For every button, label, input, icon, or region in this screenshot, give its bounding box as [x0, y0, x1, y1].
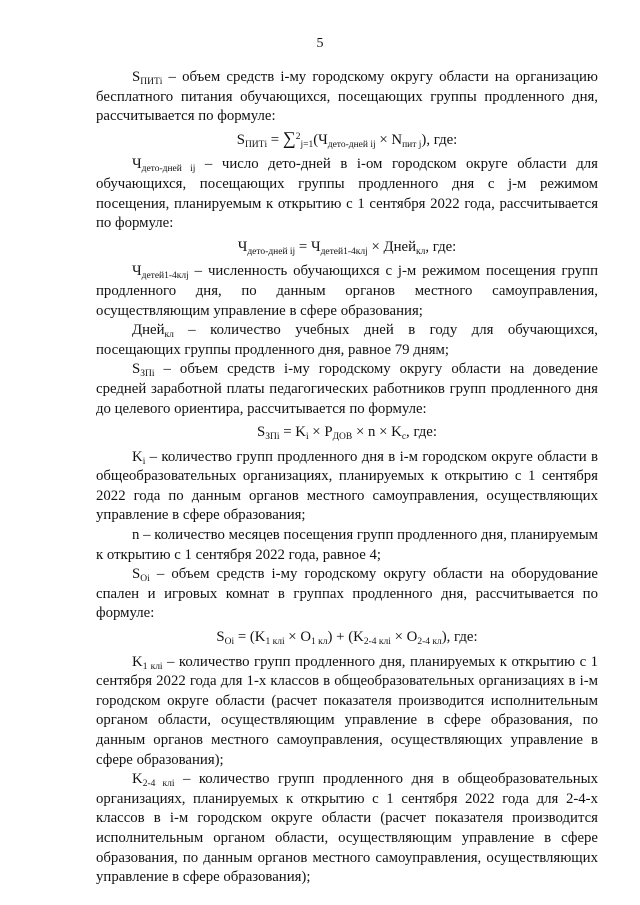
text-run: = Ч	[295, 238, 321, 255]
text-run: S	[236, 131, 245, 148]
subscript: i	[142, 456, 146, 467]
subscript: дето-дней ij	[141, 164, 196, 175]
subscript: дето-дней ij	[247, 246, 296, 257]
text-run: × N	[375, 131, 403, 148]
subscript: Oi	[224, 637, 235, 648]
subscript: j=1	[300, 139, 314, 150]
subscript: 1 клi	[265, 637, 285, 648]
text-run: , где:	[425, 238, 457, 255]
text-run: ) + (K	[327, 629, 364, 646]
subscript: i	[305, 432, 309, 443]
paragraph	[96, 155, 598, 233]
subscript: пит j	[402, 139, 422, 150]
text-run: , где:	[406, 424, 437, 441]
text-run: K	[132, 771, 143, 788]
formula	[96, 423, 598, 443]
paragraph	[96, 360, 598, 419]
subscript: Oi	[140, 574, 150, 585]
subscript: детей1-4клj	[141, 271, 189, 282]
text-run: S	[257, 424, 266, 441]
formula	[96, 127, 598, 151]
text-run: × O	[390, 629, 418, 646]
subscript: ДОВ	[332, 432, 353, 443]
text-run: K	[132, 448, 143, 465]
formula	[96, 238, 598, 258]
subscript: 2-4 клi	[142, 779, 175, 790]
text-run: (Ч	[313, 131, 328, 148]
paragraph	[96, 770, 598, 888]
text-run: Дней	[132, 322, 165, 339]
text-run: – количество групп продленного дня в i-м городском округе области в общеобразовательных организациях, планируемых к открытию с 1 сентября 2022 года по данным органов местного самоуправления, осуществляющих управление в сфере образования;	[96, 448, 598, 524]
subscript: 1 клi	[142, 661, 163, 672]
text-run: = K	[279, 424, 306, 441]
subscript: 1 кл	[311, 637, 328, 648]
paragraph	[96, 526, 598, 565]
page-number: 5	[316, 36, 324, 51]
text-run: ), где:	[441, 629, 478, 646]
text-run: – численность обучающихся с j-м режимом посещения групп продленного дня, по данным органов местного самоуправления, осуществляющим управление в сфере образования;	[96, 263, 598, 319]
paragraph	[96, 448, 598, 526]
text-run: – количество групп продленного дня в общеобразовательных организациях, планируемых к открытию с 1 сентября 2022 года для 2-4-х классов в i-м городском округе области (расчет показателя производится исполнительным органом области, осуществляющим управление в сфере образования, по данным органов местного самоуправления, осуществляющих управление в сфере образования);	[96, 771, 598, 886]
text-run: = (K	[234, 629, 266, 646]
text-run: – объем средств i-му городскому округу области на доведение средней заработной платы педагогических работников групп продленного дня до целевого ориентира, рассчитывается по формуле:	[96, 361, 598, 417]
text-run: Ч	[237, 238, 248, 255]
text-run: – объем средств i-му городскому округу области на организацию бесплатного питания обучающихся, посещающих группы продленного дня, рассчитывается по формуле:	[96, 69, 598, 125]
text-run: – объем средств i-му городскому округу области на оборудование спален и игровых комнат в группах продленного дня, рассчитывается по формуле:	[96, 566, 598, 622]
subscript: кл	[416, 246, 426, 257]
text-run: S	[132, 566, 141, 583]
subscript: детей1-4клj	[320, 246, 368, 257]
text-run: × O	[284, 629, 312, 646]
paragraph	[96, 565, 598, 624]
paragraph	[96, 321, 598, 360]
subscript: ЗПi	[265, 432, 280, 443]
formula	[96, 628, 598, 648]
superscript: 2	[295, 131, 301, 142]
text-run: =	[267, 131, 283, 148]
subscript: ПИТi	[140, 77, 163, 87]
paragraph	[96, 68, 598, 127]
subscript: c	[401, 432, 407, 443]
subscript: ЗПi	[140, 369, 155, 380]
text-run: × n × K	[352, 424, 402, 441]
paragraph	[96, 653, 598, 771]
text-run: ), где:	[421, 131, 458, 148]
text-run: × P	[308, 424, 333, 441]
subscript: 2-4 клi	[363, 637, 391, 648]
subscript: дето-дней ij	[327, 139, 376, 150]
subscript: ПИТi	[244, 139, 268, 150]
document-body	[96, 68, 598, 888]
text-run: S	[132, 69, 141, 85]
text-run: K	[132, 653, 143, 670]
subscript: кл	[164, 330, 174, 341]
text-run: Ч	[132, 156, 142, 173]
text-run: n – количество месяцев посещения групп продленного дня, планируемым к открытию с 1 сентября 2022 года, равное 4;	[96, 527, 598, 563]
paragraph	[96, 262, 598, 321]
text-run: – число дето-дней в i-ом городском округе области для обучающихся, посещающих группы продленного дня с j-м режимом посещения, планируемым к открытию с 1 сентября 2022 года, рассчитывается по формуле:	[96, 156, 598, 232]
text-run: – количество учебных дней в году для обучающихся, посещающих группы продленного дня, равное 79 дням;	[96, 322, 598, 358]
text-run: Ч	[132, 263, 142, 280]
subscript: 2-4 кл	[417, 637, 442, 648]
sum-symbol: ∑	[282, 127, 296, 148]
text-run: × Дней	[367, 238, 416, 255]
text-run: S	[216, 629, 225, 646]
text-run: S	[132, 361, 141, 378]
text-run: – количество групп продленного дня, планируемых к открытию с 1 сентября 2022 года для 1-х классов в общеобразовательных организациях в i-м городском округе области (расчет показателя производится исполнительным органом области, осуществляющим управление в сфере образования, по данным органов местного самоуправления, осуществляющих управление в сфере образования);	[96, 653, 598, 768]
